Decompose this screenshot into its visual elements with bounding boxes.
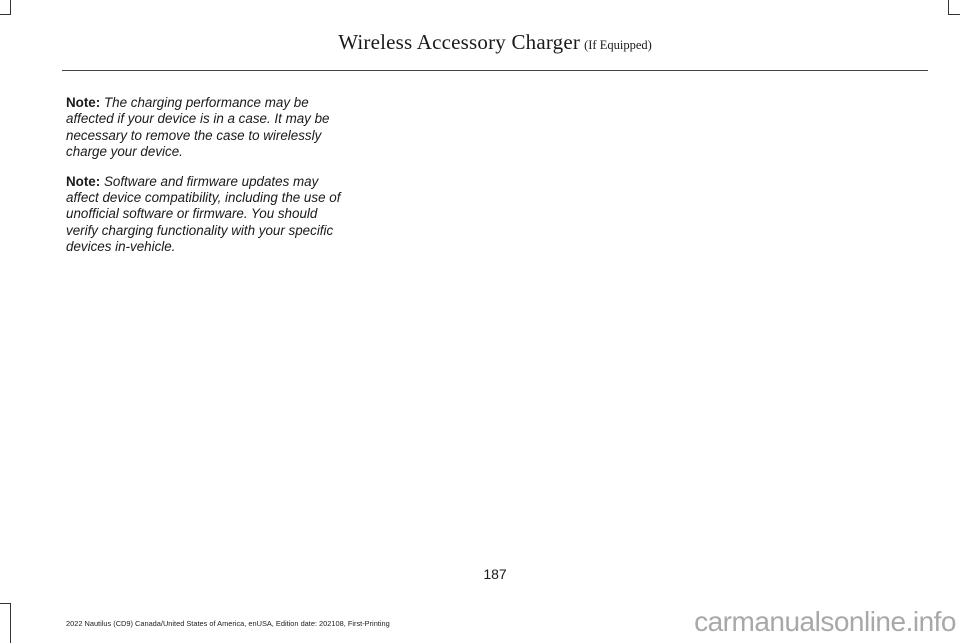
crop-mark-bottom-left-vertical <box>10 603 11 643</box>
crop-mark-bottom-left-horizontal <box>0 603 11 604</box>
crop-mark-top-left-vertical <box>10 0 11 14</box>
watermark: carmanualsonline.info <box>694 606 956 637</box>
note-text: Software and firmware updates may affect device compatibility, including the use of unofficial software or firmware. You should verify charging functionality with your specific devices in-vehicle. <box>66 173 341 255</box>
note-paragraph <box>66 95 346 161</box>
header-divider <box>62 70 928 71</box>
crop-mark-top-left-horizontal <box>0 14 11 15</box>
content-column <box>66 95 346 269</box>
note-text: The charging performance may be affected if your device is in a case. It may be necessary to remove the case to wirelessly charge your device. <box>66 95 330 160</box>
crop-mark-top-right-vertical <box>948 0 949 14</box>
note-label: Note: <box>66 173 101 189</box>
page-header <box>62 30 928 64</box>
note-paragraph <box>66 174 346 256</box>
crop-mark-top-right-horizontal <box>948 14 960 15</box>
page-title-suffix: (If Equipped) <box>584 38 652 52</box>
note-label: Note: <box>66 95 101 110</box>
page-title: Wireless Accessory Charger <box>338 30 581 54</box>
edition-footer: 2022 Nautilus (CD9) Canada/United States of America, enUSA, Edition date: 202108, First-Printing <box>66 619 390 628</box>
page-number: 187 <box>483 566 507 582</box>
